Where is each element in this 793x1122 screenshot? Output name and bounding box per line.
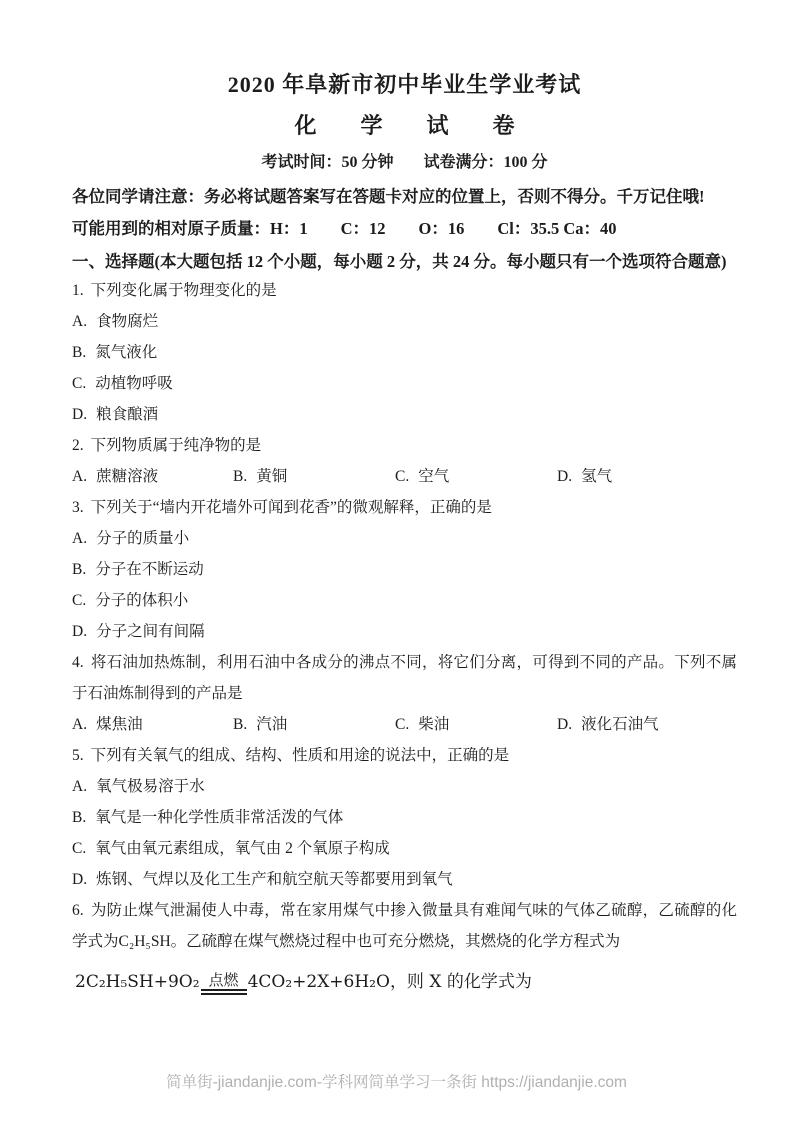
- question-stem: [72, 895, 737, 957]
- question-number: 2.: [72, 437, 84, 454]
- question-number: 5.: [72, 747, 84, 764]
- option: [233, 461, 395, 492]
- option: [395, 709, 557, 740]
- option-label: A.: [72, 530, 88, 547]
- option-label: A.: [72, 778, 88, 795]
- option-text: 分子的质量小: [96, 530, 190, 547]
- option-label: D.: [557, 468, 573, 485]
- option-text: 黄铜: [256, 468, 288, 485]
- atomic-mass-line: [72, 218, 737, 240]
- question-stem: [72, 647, 737, 709]
- options-row: [72, 461, 737, 492]
- question-item: [72, 647, 737, 740]
- option: [395, 461, 557, 492]
- option-text: 氧气是一种化学性质非常活泼的气体: [95, 809, 344, 826]
- option-label: B.: [72, 809, 87, 826]
- option-text: 氧气极易溶于水: [96, 778, 205, 795]
- option-text: 动植物呼吸: [95, 375, 173, 392]
- question-stem: [72, 275, 737, 306]
- question-text: 下列关于“墙内开花墙外可闻到花香”的微观解释，正确的是: [90, 499, 492, 516]
- option-label: A.: [72, 716, 88, 733]
- exam-time: 考试时间：50 分钟: [261, 154, 394, 171]
- option: [72, 306, 737, 337]
- reaction-condition: [201, 971, 247, 995]
- option-label: B.: [72, 344, 87, 361]
- option-text: 柴油: [418, 716, 450, 733]
- question-stem: [72, 430, 737, 461]
- option-text: 液化石油气: [581, 716, 659, 733]
- section-heading: 一、选择题(本大题包括 12 个小题，每小题 2 分，共 24 分。每小题只有一个选项符合题意): [72, 252, 727, 271]
- atomic-mass-label: 可能用到的相对原子质量：: [72, 219, 270, 238]
- option: [72, 523, 737, 554]
- atomic-mass-values: H：1 C：12 O：16 Cl：35.5 Ca：40: [270, 219, 617, 238]
- option-label: C.: [395, 716, 410, 733]
- question-stem: [72, 492, 737, 523]
- option-text: 粮食酿酒: [96, 406, 159, 423]
- footer-watermark: 简单街-jiandanjie.com-学科网简单学习一条街 https://jiandanjie.com: [166, 1074, 627, 1091]
- question-text: 将石油加热炼制，利用石油中各成分的沸点不同，将它们分离，可得到不同的产品。下列不属于石油炼制得到的产品是: [72, 654, 737, 702]
- option-label: B.: [233, 716, 248, 733]
- question-item: [72, 740, 737, 895]
- option-text: 分子在不断运动: [95, 561, 204, 578]
- option-label: D.: [557, 716, 573, 733]
- equation-left: 2C₂H₅SH+9O₂: [75, 972, 200, 992]
- option: [72, 337, 737, 368]
- notice-line: 各位同学请注意：务必将试题答案写在答题卡对应的位置上，否则不得分。千万记住哦!: [72, 187, 705, 206]
- option-text: 氧气由氧元素组成，氧气由 2 个氧原子构成: [95, 840, 390, 857]
- option-label: A.: [72, 468, 88, 485]
- option-label: C.: [72, 375, 87, 392]
- question-number: 6.: [72, 902, 84, 919]
- question-number: 1.: [72, 282, 84, 299]
- option-label: A.: [72, 313, 88, 330]
- condition-text: 点燃: [208, 971, 239, 989]
- option: [72, 616, 737, 647]
- option: [72, 368, 737, 399]
- question-number: 4.: [72, 654, 84, 671]
- option: [72, 771, 737, 802]
- option: [72, 585, 737, 616]
- equation-right: 4CO₂+2X+6H₂O: [247, 972, 390, 992]
- equation-double-bar: [201, 989, 247, 995]
- option-text: 氢气: [581, 468, 613, 485]
- question-item: [72, 275, 737, 430]
- option-text: 分子之间有间隔: [96, 623, 205, 640]
- exam-title: 2020 年阜新市初中毕业生学业考试: [227, 72, 582, 97]
- option: [557, 461, 737, 492]
- option-label: B.: [233, 468, 248, 485]
- option: [557, 709, 737, 740]
- option: [72, 399, 737, 430]
- question-text: 为防止煤气泄漏使人中毒，常在家用煤气中掺入微量具有难闻气味的气体乙硫醇，乙硫醇的化学式为C₂H₅SH。乙硫醇在煤气燃烧过程中也可充分燃烧，其燃烧的化学方程式为: [72, 902, 737, 950]
- option-text: 食物腐烂: [96, 313, 159, 330]
- question-number: 3.: [72, 499, 84, 516]
- option-label: D.: [72, 623, 88, 640]
- question-list: [72, 275, 737, 999]
- exam-info-line: [72, 152, 737, 174]
- equation-tail: ，则 X 的化学式为: [389, 972, 532, 992]
- question-item: [72, 895, 737, 999]
- option: [72, 709, 233, 740]
- question-text: 下列物质属于纯净物的是: [90, 437, 262, 454]
- option-text: 氮气液化: [95, 344, 158, 361]
- option-text: 空气: [418, 468, 450, 485]
- option-label: B.: [72, 561, 87, 578]
- question-item: [72, 492, 737, 647]
- option: [72, 833, 737, 864]
- option-label: D.: [72, 406, 88, 423]
- option-label: C.: [395, 468, 410, 485]
- exam-full-score: 试卷满分：100 分: [423, 154, 548, 171]
- option: [72, 461, 233, 492]
- question-stem: [72, 740, 737, 771]
- option-label: C.: [72, 840, 87, 857]
- options-row: [72, 709, 737, 740]
- subject-title: 化 学 试 卷: [294, 113, 515, 138]
- chemical-equation: [75, 965, 737, 999]
- option-label: C.: [72, 592, 87, 609]
- option: [72, 802, 737, 833]
- option: [72, 554, 737, 585]
- question-text: 下列变化属于物理变化的是: [90, 282, 277, 299]
- question-text: 下列有关氧气的组成、结构、性质和用途的说法中，正确的是: [90, 747, 510, 764]
- option-text: 炼钢、气焊以及化工生产和航空航天等都要用到氧气: [96, 871, 453, 888]
- option-text: 汽油: [256, 716, 288, 733]
- option-text: 煤焦油: [96, 716, 143, 733]
- option-text: 蔗糖溶液: [96, 468, 159, 485]
- option: [233, 709, 395, 740]
- question-item: [72, 430, 737, 492]
- option-label: D.: [72, 871, 88, 888]
- option-text: 分子的体积小: [95, 592, 189, 609]
- option: [72, 864, 737, 895]
